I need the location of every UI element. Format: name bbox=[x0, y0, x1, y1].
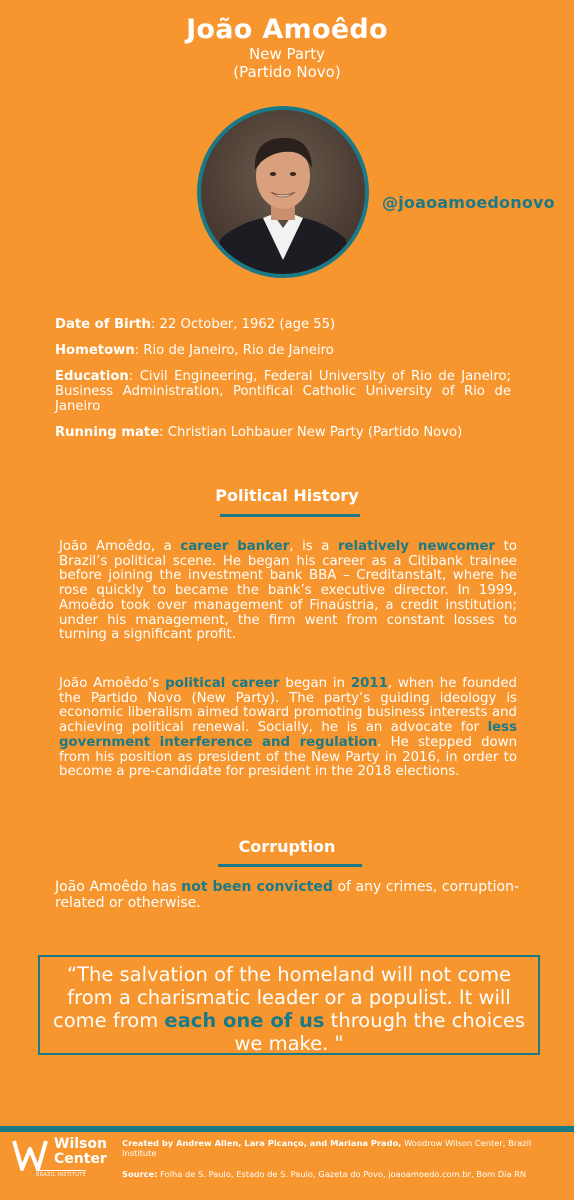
credits bbox=[122, 1138, 562, 1158]
text-span: of any crimes, corruption-related or otherwise. bbox=[55, 879, 519, 911]
hometown-info bbox=[55, 343, 511, 358]
sources-value: Folha de S. Paulo, Estado de S. Paulo, Gazeta do Povo, joaoamoedo.com.br, Bom Dia RN bbox=[157, 1169, 527, 1179]
education-value: : Civil Engineering, Federal University of Rio de Janeiro; Business Administration, Pontifical Catholic University of Rio de Janeiro bbox=[55, 369, 511, 414]
sources bbox=[122, 1169, 562, 1179]
text-span: to Brazil’s political scene. He began his career as a Citibank trainee before joining the investment bank BBA – Creditanstalt, where he rose quickly to became the bank’s executive director. In 1999, Amoêdo took over management of Finaústria, a credit institution; under his management, the firm went from constant losses to turning a significant profit. bbox=[59, 539, 517, 643]
text-span: , when he founded the Partido Novo (New Party). The party’s guiding ideology is economic liberalism aimed toward promoting business interests and achieving political renewal. Socially, he is an advocate for bbox=[59, 676, 517, 736]
logo-line-1: Wilson bbox=[54, 1136, 107, 1152]
sources-label: Source: bbox=[122, 1169, 158, 1179]
text-span: , is a bbox=[289, 539, 338, 554]
running-mate-label: Running mate bbox=[55, 425, 160, 440]
credits-institution: Woodrow Wilson Center, Brazil Institute bbox=[122, 1138, 532, 1158]
corruption-text bbox=[55, 879, 519, 911]
hometown-value: : Rio de Janeiro, Rio de Janeiro bbox=[134, 343, 334, 358]
credits-authors: Created by Andrew Allen, Lara Picanço, and Mariana Prado, bbox=[122, 1138, 402, 1148]
party-line-1: New Party bbox=[249, 45, 325, 63]
text-span: . He stepped down from his position as president of the New Party in 2016, in order to become a pre-candidate for president in the 2018 elections. bbox=[59, 734, 517, 780]
birth-value: : 22 October, 1962 (age 55) bbox=[150, 317, 336, 332]
history-paragraph-2 bbox=[59, 677, 517, 780]
birth-label: Date of Birth bbox=[55, 317, 151, 332]
wilson-center-logo-text bbox=[54, 1137, 107, 1167]
quote-highlight: each one of us bbox=[164, 1009, 325, 1032]
quote-box bbox=[38, 955, 540, 1055]
running-mate-value: : Christian Lohbauer New Party (Partido Novo) bbox=[159, 425, 463, 440]
history-paragraph-1 bbox=[59, 540, 517, 643]
corruption-underline bbox=[218, 864, 362, 867]
education-label: Education bbox=[55, 369, 129, 384]
candidate-portrait bbox=[197, 106, 369, 278]
highlight-2011: 2011 bbox=[350, 676, 388, 691]
social-handle[interactable]: @joaoamoedonovo bbox=[382, 193, 555, 212]
portrait-illustration bbox=[201, 110, 365, 274]
text-span: João Amoêdo has bbox=[55, 879, 182, 895]
text-span: began in bbox=[279, 676, 351, 691]
corruption-title: Corruption bbox=[238, 837, 336, 856]
highlight-not-convicted: not been convicted bbox=[181, 879, 333, 895]
highlight-career-banker: career banker bbox=[180, 539, 290, 554]
quote-text: “The salvation of the homeland will not come from a charismatic leader or a populist. It will come from bbox=[52, 963, 512, 1032]
political-history-title: Political History bbox=[215, 486, 359, 505]
logo-line-2: Center bbox=[54, 1151, 107, 1167]
highlight-relatively-newcomer: relatively newcomer bbox=[337, 539, 496, 554]
running-mate-info bbox=[55, 425, 511, 440]
logo-subtitle: BRAZIL INSTITUTE bbox=[36, 1172, 87, 1178]
political-history-underline bbox=[220, 514, 360, 517]
text-span: João Amoêdo’s bbox=[59, 676, 166, 691]
footer-divider bbox=[0, 1126, 574, 1132]
highlight-less-government: less government interference and regulation bbox=[59, 720, 517, 750]
candidate-name: João Amoêdo bbox=[186, 14, 388, 45]
hometown-label: Hometown bbox=[55, 343, 135, 358]
highlight-political-career: political career bbox=[165, 676, 280, 691]
party-line-2: (Partido Novo) bbox=[233, 63, 341, 81]
education-info bbox=[55, 369, 511, 414]
wilson-center-logo-icon bbox=[12, 1137, 48, 1173]
birth-info bbox=[55, 317, 511, 332]
quote-text-end: through the choices we make. " bbox=[234, 1009, 526, 1055]
party-name bbox=[0, 45, 574, 81]
text-span: João Amoêdo, a bbox=[59, 539, 181, 554]
